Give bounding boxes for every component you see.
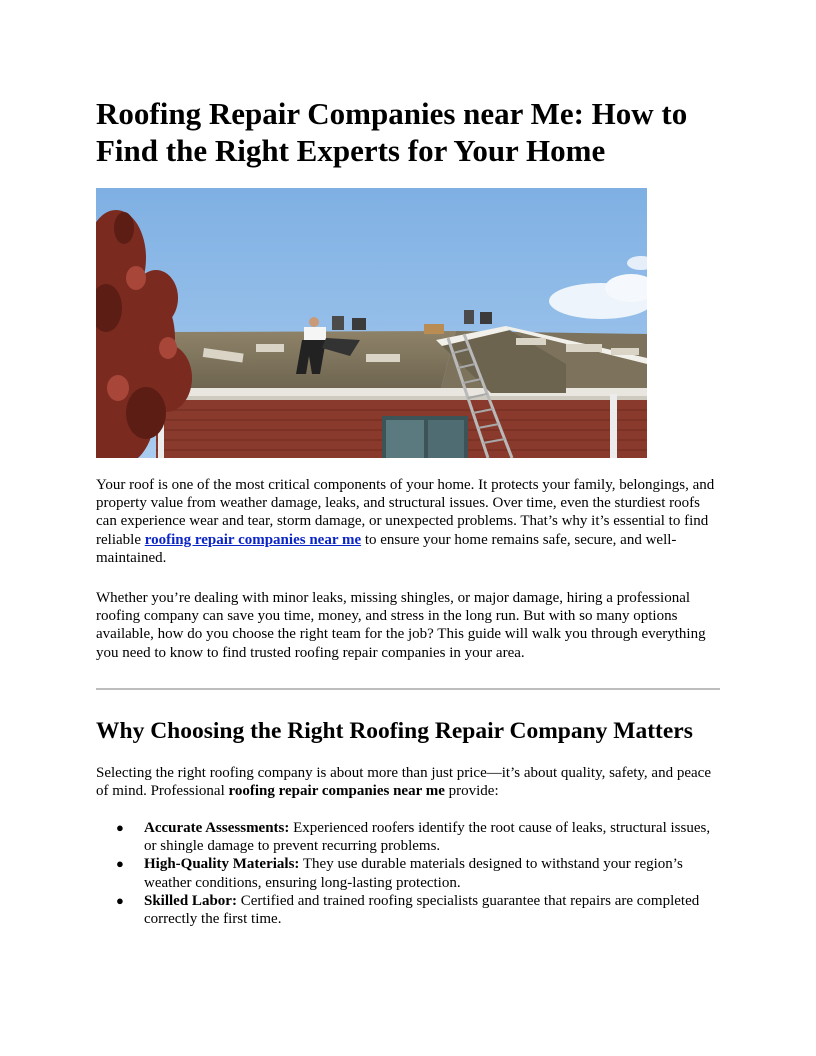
list-item-text: Certified and trained roofing specialists guarantee that repairs are completed correctly the first time.: [144, 892, 700, 928]
intro-paragraph-1: [96, 476, 724, 567]
section-intro-text-before: Selecting the right roofing company is about more than just price—it’s about quality, safety, and peace of mind. Professional: [96, 765, 711, 800]
roofing-repair-link[interactable]: roofing repair companies near me: [144, 531, 362, 548]
section-intro-paragraph: [96, 764, 724, 800]
intro-paragraph-2: Whether you’re dealing with minor leaks, missing shingles, or major damage, hiring a professional roofing company can save you time, money, and stress in the long run. But with so many options available, how do you choose the right team for the job? This guide will walk you through everything you need to know to find trusted roofing repair companies in your area.: [96, 590, 706, 661]
section-divider: [96, 688, 720, 690]
list-item-text: They use durable materials designed to withstand your region’s weather conditions, ensuring long-lasting protection.: [144, 856, 683, 891]
hero-image: [96, 188, 647, 458]
roof-photo-illustration: [96, 188, 647, 458]
page-title: Roofing Repair Companies near Me: How to Find the Right Experts for Your Home: [96, 96, 688, 168]
section-intro-bold: roofing repair companies near me: [228, 783, 445, 800]
section-heading: Why Choosing the Right Roofing Repair Company Matters: [96, 718, 693, 744]
bullet-icon: ●: [116, 892, 124, 908]
list-item: [96, 855, 724, 891]
intro-paragraph-1-text-after: to ensure your home remains safe, secure, and well-maintained.: [96, 531, 677, 566]
list-item: [96, 892, 724, 928]
list-item-title: High-Quality Materials:: [144, 856, 300, 873]
list-item-text: Experienced roofers identify the root cause of leaks, structural issues, or shingle damage to prevent recurring problems.: [144, 820, 711, 855]
intro-paragraph-1-text-before: Your roof is one of the most critical components of your home. It protects your family, belongings, and property value from weather damage, leaks, and structural issues. Over time, even the sturdiest roofs can experience wear and tear, storm damage, or unexpected problems. That’s why it’s essential to find reliable: [96, 477, 715, 548]
section-intro-text-after: provide:: [444, 783, 499, 800]
bullet-icon: ●: [116, 856, 124, 872]
list-item-title: Skilled Labor:: [144, 892, 237, 909]
list-item: [96, 819, 724, 855]
list-item-title: Accurate Assessments:: [144, 820, 290, 836]
benefits-list: [96, 819, 724, 928]
bullet-icon: ●: [116, 820, 124, 835]
